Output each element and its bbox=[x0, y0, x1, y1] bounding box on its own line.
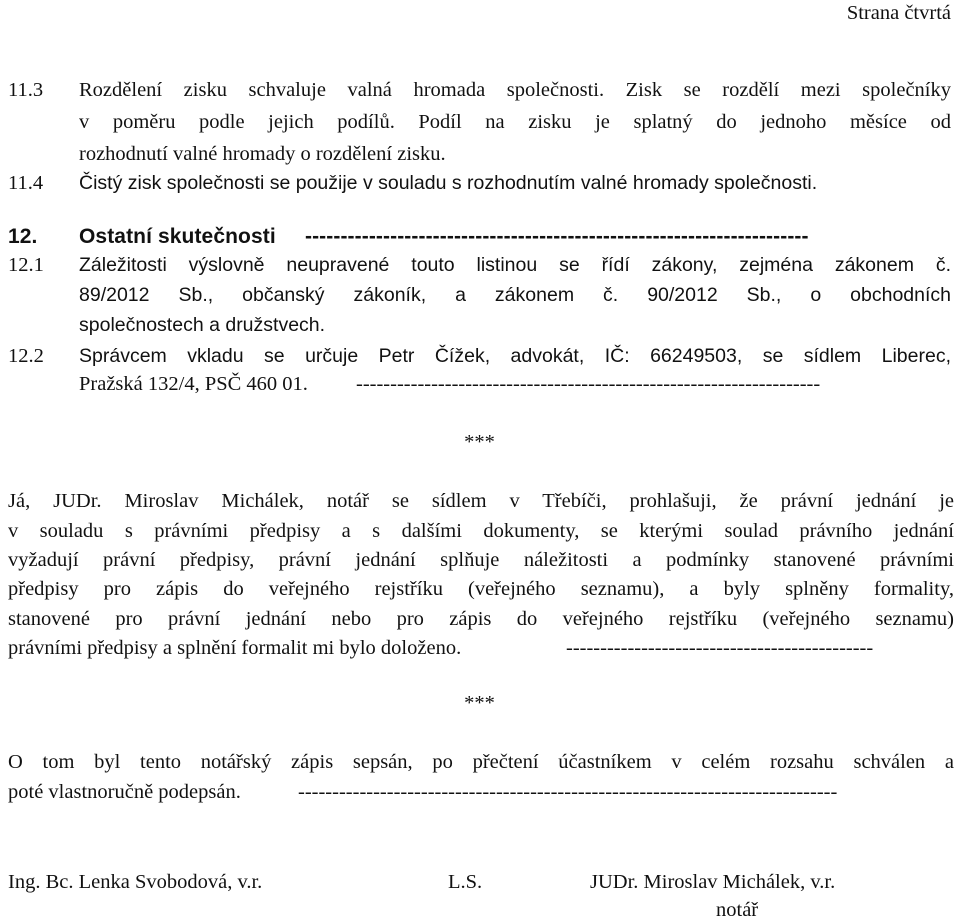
clause-text-line: v poměru podle jejich podílů. Podíl na zisku je splatný do jednoho měsíce od bbox=[79, 111, 951, 133]
clause-text-line: rozhodnutí valné hromady o rozdělení zisku. bbox=[79, 143, 446, 165]
clause-text-line: Rozdělení zisku schvaluje valná hromada společnosti. Zisk se rozdělí mezi společníky bbox=[79, 79, 951, 101]
clause-text-line: 89/2012 Sb., občanský zákoník, a zákonem č. 90/2012 Sb., o obchodních bbox=[79, 284, 951, 306]
clause-number: 12.2 bbox=[8, 345, 44, 367]
clause-text-line: společnostech a družstvech. bbox=[79, 314, 326, 336]
signature-left: Ing. Bc. Lenka Svobodová, v.r. bbox=[8, 871, 263, 893]
clause-number: 11.3 bbox=[8, 79, 44, 101]
declaration-line: vyžadují právní předpisy, právní jednání splňuje náležitosti a podmínky stanovené právními bbox=[8, 549, 954, 571]
section-title: Ostatní skutečnosti bbox=[79, 225, 276, 248]
declaration-line: právními předpisy a splnění formalit mi bylo doloženo. bbox=[8, 637, 462, 659]
clause-text-line: Správcem vkladu se určuje Petr Čížek, advokát, IČ: 66249503, se sídlem Liberec, bbox=[79, 345, 951, 367]
dash-filler: ----------------------------------------------------------------------- bbox=[305, 225, 809, 248]
closing-line: O tom byl tento notářský zápis sepsán, po přečtení účastníkem v celém rozsahu schválen a bbox=[8, 751, 954, 773]
signature-right: JUDr. Miroslav Michálek, v.r. bbox=[590, 871, 836, 893]
declaration-line: stanovené pro právní jednání nebo pro zápis do veřejného rejstříku (veřejného seznamu) bbox=[8, 608, 954, 630]
clause-text-line: Záležitosti výslovně neupravené touto listinou se řídí zákony, zejména zákonem č. bbox=[79, 254, 951, 276]
declaration-line: v souladu s právními předpisy a s dalšími dokumenty, se kterými soulad právního jednání bbox=[8, 520, 954, 542]
clause-text-line: Pražská 132/4, PSČ 460 01. bbox=[79, 373, 308, 395]
dash-filler: ------------------------------------------------------------------------------- bbox=[298, 781, 838, 803]
page-label: Strana čtvrtá bbox=[846, 2, 951, 24]
closing-line: poté vlastnoručně podepsán. bbox=[8, 781, 241, 803]
section-number: 12. bbox=[8, 225, 38, 248]
declaration-line: předpisy pro zápis do veřejného rejstříku (veřejného seznamu), a byly splněny formality, bbox=[8, 578, 954, 600]
section-separator: *** bbox=[464, 692, 495, 714]
dash-filler: -------------------------------------------------------------------- bbox=[356, 373, 821, 395]
declaration-line: Já, JUDr. Miroslav Michálek, notář se sídlem v Třebíči, prohlašuji, že právní jednání je bbox=[8, 490, 954, 512]
clause-number: 11.4 bbox=[8, 172, 44, 194]
section-separator: *** bbox=[464, 431, 495, 453]
signature-right-title: notář bbox=[716, 899, 759, 921]
clause-number: 12.1 bbox=[8, 254, 44, 276]
clause-text-line: Čistý zisk společnosti se použije v souladu s rozhodnutím valné hromady společnosti. bbox=[79, 172, 818, 194]
seal-label: L.S. bbox=[448, 871, 483, 893]
dash-filler: --------------------------------------------- bbox=[566, 637, 874, 659]
